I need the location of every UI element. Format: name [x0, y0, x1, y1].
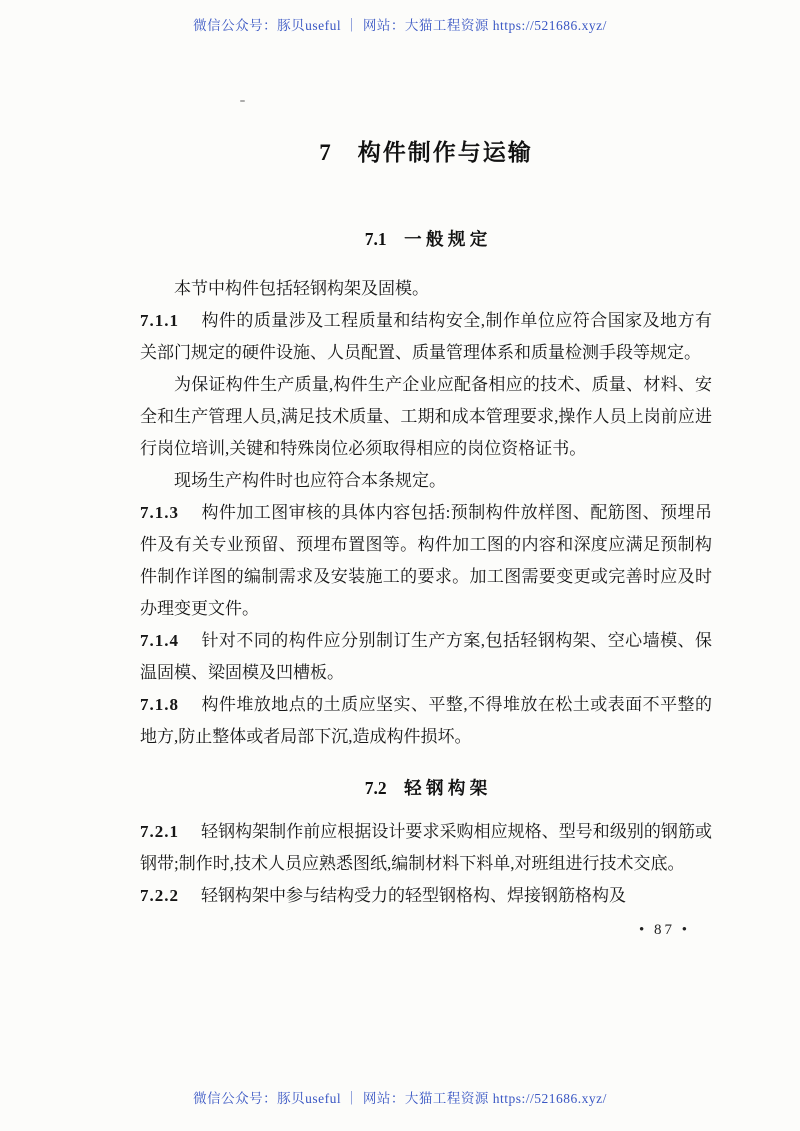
clause-number: 7.1.8	[140, 695, 179, 714]
clause-number: 7.1.1	[140, 311, 179, 330]
chapter-title: 7 构件制作与运输	[319, 140, 533, 165]
clause-number: 7.1.3	[140, 503, 179, 522]
clause-number: 7.1.4	[140, 631, 179, 650]
watermark-top: 微信公众号：豚贝useful ｜ 网站：大猫工程资源 https://521686.xyz/	[193, 18, 607, 33]
scan-artifact	[240, 100, 245, 102]
page-number: • 87 •	[638, 922, 690, 938]
clause-7-1-3	[140, 497, 712, 625]
clause-text: 针对不同的构件应分别制订生产方案,包括轻钢构架、空心墙模、保温固模、梁固模及凹槽板。	[140, 631, 712, 682]
clause-7-1-4	[140, 625, 712, 689]
watermark-bottom: 微信公众号：豚贝useful ｜ 网站：大猫工程资源 https://521686.xyz/	[193, 1091, 607, 1106]
section-heading-7-2: 7.2 轻 钢 构 架	[364, 778, 488, 798]
clause-text: 构件的质量涉及工程质量和结构安全,制作单位应符合国家及地方有关部门规定的硬件设施、人员配置、质量管理体系和质量检测手段等规定。	[140, 311, 712, 362]
clause-7-2-2	[140, 880, 712, 912]
section-heading-7-1: 7.1 一 般 规 定	[364, 229, 488, 249]
clause-text: 轻钢构架中参与结构受力的轻型钢格构、焊接钢筋格构及	[201, 886, 626, 905]
clause-number: 7.2.1	[140, 822, 179, 841]
paragraph-onsite: 现场生产构件时也应符合本条规定。	[174, 471, 446, 490]
paragraph-intro: 本节中构件包括轻钢构架及固模。	[174, 279, 429, 298]
clause-text: 构件加工图审核的具体内容包括:预制构件放样图、配筋图、预埋吊件及有关专业预留、预埋布置图等。构件加工图的内容和深度应满足预制构件制作详图的编制需求及安装施工的要求。加工图需要变更或完善时应及时办理变更文件。	[140, 503, 712, 618]
clause-7-1-1	[140, 305, 712, 369]
paragraph-quality: 为保证构件生产质量,构件生产企业应配备相应的技术、质量、材料、安全和生产管理人员,满足技术质量、工期和成本管理要求,操作人员上岗前应进行岗位培训,关键和特殊岗位必须取得相应的岗位资格证书。	[140, 375, 712, 458]
clause-text: 构件堆放地点的土质应坚实、平整,不得堆放在松土或表面不平整的地方,防止整体或者局部下沉,造成构件损坏。	[140, 695, 712, 746]
clause-number: 7.2.2	[140, 886, 179, 905]
clause-text: 轻钢构架制作前应根据设计要求采购相应规格、型号和级别的钢筋或钢带;制作时,技术人员应熟悉图纸,编制材料下料单,对班组进行技术交底。	[140, 822, 712, 873]
clause-7-1-8	[140, 689, 712, 753]
clause-7-2-1	[140, 816, 712, 880]
